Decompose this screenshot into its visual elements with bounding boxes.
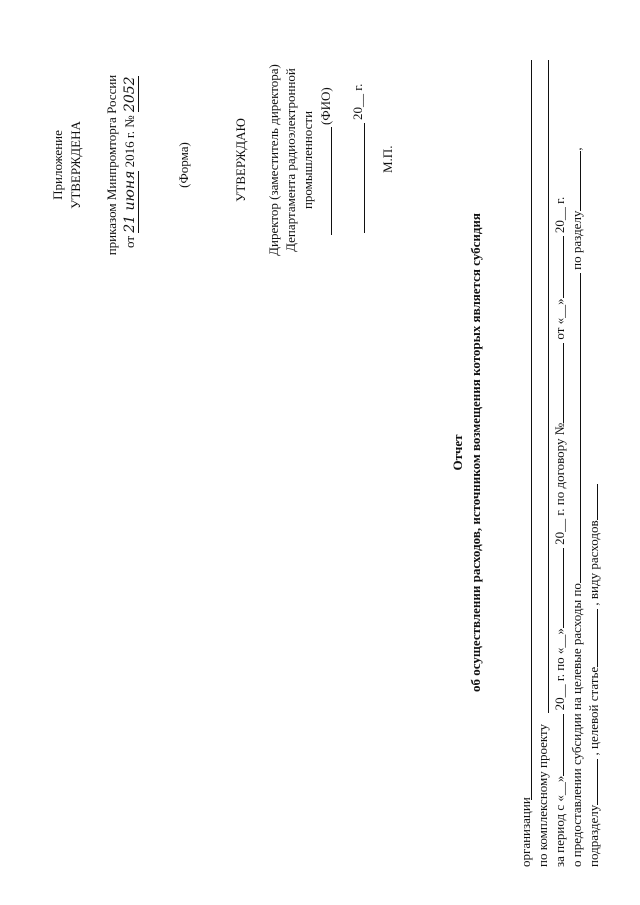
approved-label: УТВЕРЖДЕНА bbox=[68, 121, 83, 209]
period-from: за период с «__» bbox=[552, 775, 567, 867]
body-line-organization bbox=[518, 797, 533, 867]
organization-blank bbox=[531, 60, 532, 800]
order-number-handwritten: 2052 bbox=[122, 76, 138, 113]
seal-label: М.П. bbox=[380, 145, 395, 173]
expense-type-label: , виду расходов bbox=[586, 520, 601, 606]
body-line-project bbox=[535, 724, 550, 867]
order-date-line bbox=[122, 76, 138, 248]
approve-department-2: промышленности bbox=[300, 110, 315, 210]
date-line bbox=[364, 123, 365, 233]
contract-date-label: от «__» bbox=[552, 298, 567, 340]
approve-department: Департамента радиоэлектронной bbox=[283, 68, 298, 252]
order-date-prefix: от bbox=[122, 235, 137, 248]
subsection-label: подразделу bbox=[586, 804, 601, 867]
subsidy-label: о предоставлении субсидии на целевые расходы по bbox=[569, 583, 584, 867]
report-title: Отчет bbox=[450, 434, 465, 471]
contract-number-label: 20__ г. по договору № bbox=[552, 422, 567, 545]
target-article-label: , целевой статье bbox=[586, 666, 601, 756]
appendix-label: Приложение bbox=[50, 130, 65, 200]
project-label: по комплексному проекту bbox=[535, 723, 550, 867]
contract-year-label: 20__ г. bbox=[552, 196, 567, 234]
project-blank bbox=[548, 60, 549, 713]
approve-date: 20__ г. bbox=[350, 83, 365, 120]
body-line-period bbox=[552, 197, 567, 867]
order-date-year: 2016 г. № bbox=[122, 115, 137, 168]
organization-label: организации bbox=[518, 797, 533, 867]
body-line-subsidy bbox=[569, 147, 584, 867]
body-line-subsection bbox=[586, 484, 601, 867]
period-to: 20__ г. по «__» bbox=[552, 628, 567, 711]
section-label: по разделу bbox=[569, 210, 584, 270]
report-subtitle: об осуществлении расходов, источником возмещения которых является субсидия bbox=[468, 213, 483, 692]
order-label: приказом Минпромторга России bbox=[104, 74, 119, 256]
signature-line bbox=[331, 127, 332, 235]
form-label: (Форма) bbox=[176, 142, 191, 188]
fio-label: (ФИО) bbox=[318, 87, 333, 125]
approve-title: УТВЕРЖДАЮ bbox=[233, 118, 248, 202]
approve-position: Директор (заместитель директора) bbox=[266, 64, 281, 256]
section-comma: , bbox=[569, 147, 584, 151]
order-date-handwritten: 21 июня bbox=[122, 170, 138, 233]
